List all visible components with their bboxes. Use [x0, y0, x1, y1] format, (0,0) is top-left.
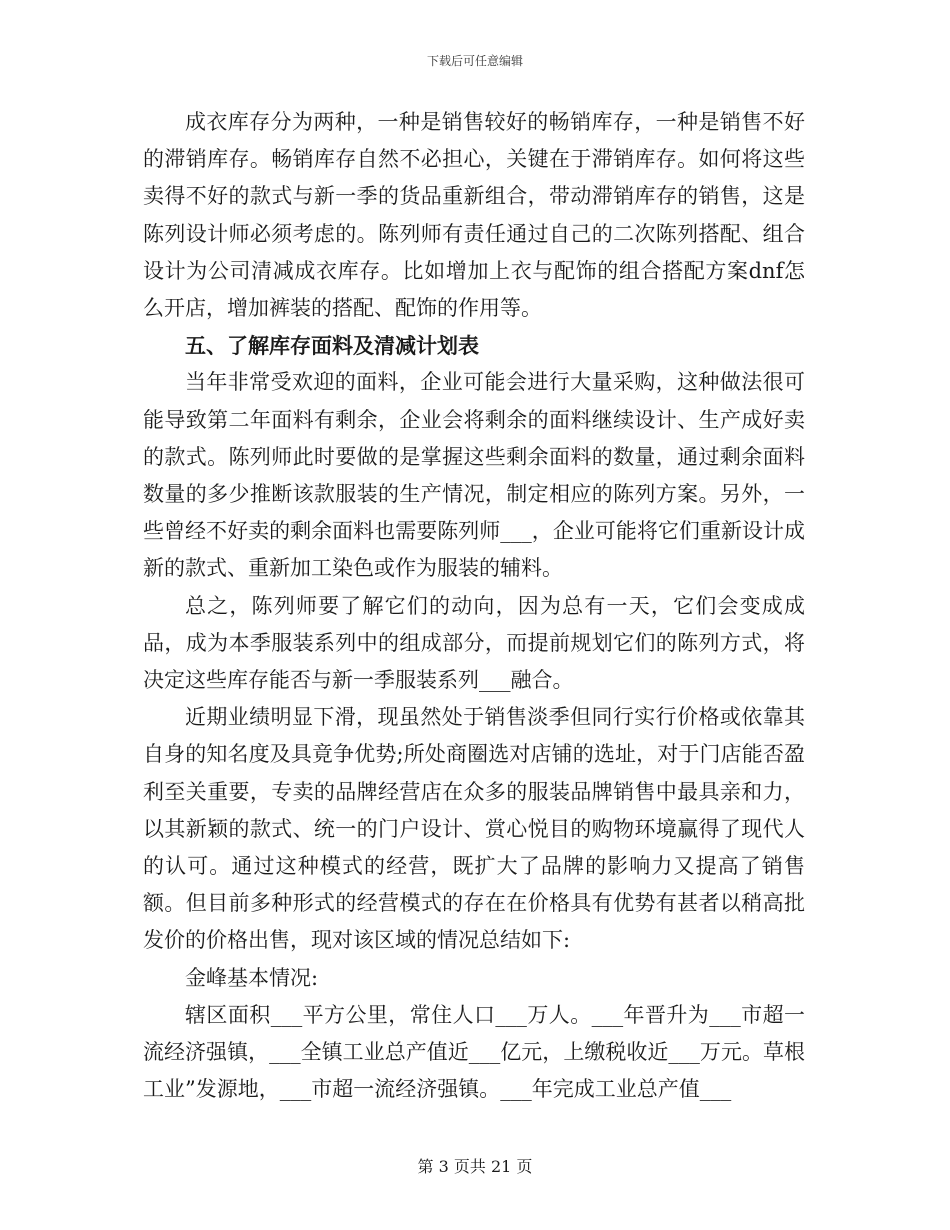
page-number: 第 3 页共 21 页 — [417, 1157, 533, 1176]
paragraph-sales-decline: 近期业绩明显下滑，现虽然处于销售淡季但同行实行价格或依靠其自身的知名度及具竟争优势;所处商圈选对店铺的选址，对于门店能否盈利至关重要，专卖的品牌经营店在众多的服装品牌销售中最具亲和力，以其新颖的款式、统一的门户设计、赏心悦目的购物环境赢得了现代人的认可。通过这种模式的经营，既扩大了品牌的影响力又提高了销售额。但目前多种形式的经营模式的存在在价格具有优势有甚者以稍高批发价的价格出售，现对该区域的情况总结如下: — [143, 705, 805, 953]
paragraph-fabric-surplus: 当年非常受欢迎的面料，企业可能会进行大量采购，这种做法很可能导致第二年面料有剩余，企业会将剩余的面料继续设计、生产成好卖的款式。陈列师此时要做的是掌握这些剩余面料的数量，通过剩余面料数量的多少推断该款服装的生产情况，制定相应的陈列方案。另外，一些曾经不好卖的剩余面料也需要陈列师___，企业可能将它们重新设计成新的款式、重新加工染色或作为服装的辅料。 — [143, 370, 805, 581]
paragraph-jinfeng-details: 辖区面积___平方公里，常住人口___万人。___年晋升为___市超一流经济强镇，___全镇工业总产值近___亿元，上缴税收近___万元。草根工业”发源地，___市超一流经济强镇。___年完成工业总产值___ — [143, 1002, 805, 1102]
paragraph-inventory-types: 成衣库存分为两种，一种是销售较好的畅销库存，一种是销售不好的滞销库存。畅销库存自然不必担心，关键在于滞销库存。如何将这些卖得不好的款式与新一季的货品重新组合，带动滞销库存的销售，这是陈列设计师必须考虑的。陈列师有责任通过自己的二次陈列搭配、组合设计为公司清减成衣库存。比如增加上衣与配饰的组合搭配方案dnf怎么开店，增加裤装的搭配、配饰的作用等。 — [143, 110, 805, 321]
paragraph-jinfeng-title: 金峰基本情况: — [185, 965, 319, 990]
page-header: 下载后可任意编辑 — [426, 54, 523, 68]
section-heading: 五、了解库存面料及清减计划表 — [185, 333, 479, 359]
paragraph-summary: 总之，陈列师要了解它们的动向，因为总有一天，它们会变成成品，成为本季服装系列中的组成部分，而提前规划它们的陈列方式，将决定这些库存能否与新一季服装系列___融合。 — [143, 593, 805, 693]
document-body — [143, 104, 805, 1108]
